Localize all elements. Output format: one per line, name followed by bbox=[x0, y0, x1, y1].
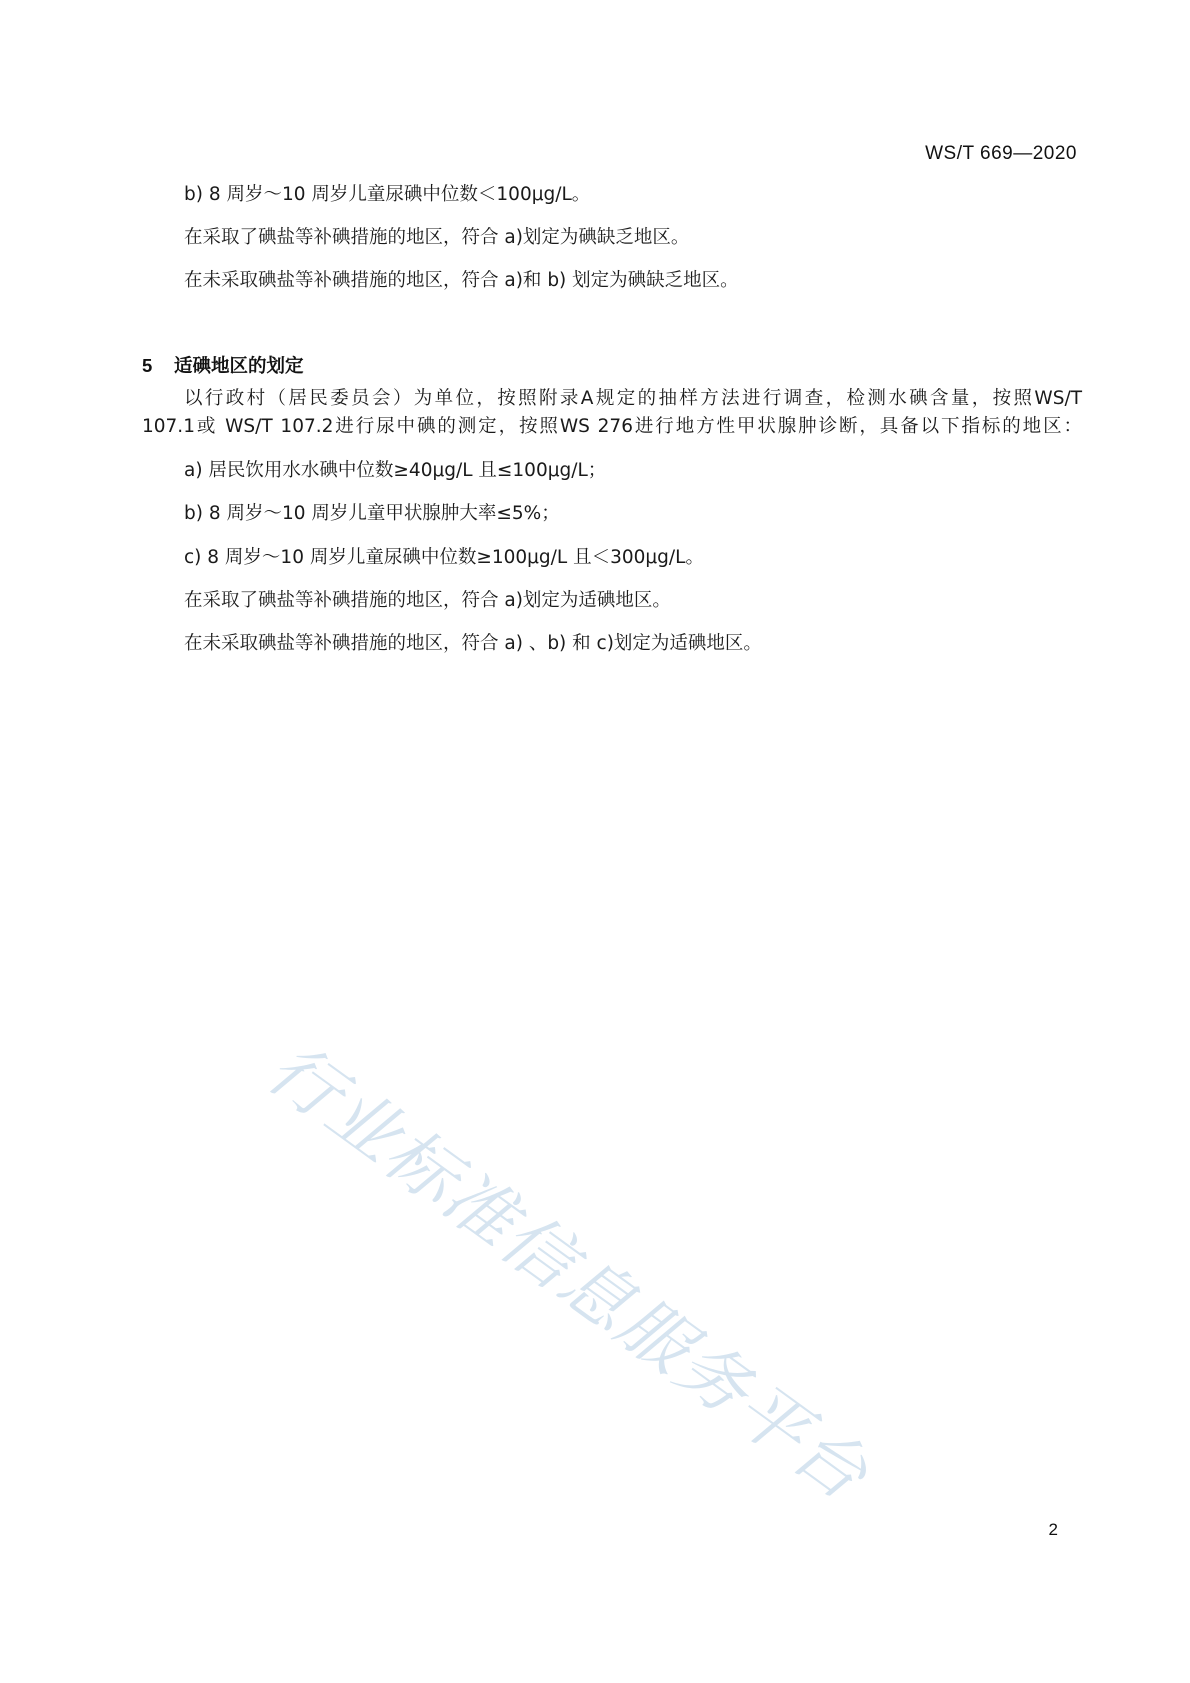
criterion-item-b: b) 8 周岁～10 周岁儿童甲状腺肿大率≤5%； bbox=[184, 503, 560, 524]
page-number: 2 bbox=[1048, 1520, 1058, 1539]
criterion-item-b-iodine-deficiency: b) 8 周岁～10 周岁儿童尿碘中位数＜100μg/L。 bbox=[184, 184, 591, 205]
criterion-item-a: a) 居民饮用水水碘中位数≥40μg/L 且≤100μg/L； bbox=[184, 460, 607, 481]
criterion-item-c: c) 8 周岁～10 周岁儿童尿碘中位数≥100μg/L 且＜300μg/L。 bbox=[184, 547, 704, 568]
rule-with-measures-adequate: 在采取了碘盐等补碘措施的地区，符合 a)划定为适碘地区。 bbox=[184, 590, 671, 611]
section-5-intro-line-1: 以行政村（居民委员会）为单位，按照附录A规定的抽样方法进行调查，检测水碘含量，按照WS/T bbox=[184, 388, 1082, 409]
standard-code-header: WS/T 669—2020 bbox=[925, 143, 1077, 164]
section-5-heading bbox=[142, 352, 304, 378]
section-5-intro-line-2: 107.1或 WS/T 107.2进行尿中碘的测定，按照WS 276进行地方性甲状腺肿诊断，具备以下指标的地区： bbox=[142, 416, 1082, 437]
section-number: 5 bbox=[142, 355, 153, 376]
rule-with-measures-deficiency: 在采取了碘盐等补碘措施的地区，符合 a)划定为碘缺乏地区。 bbox=[184, 227, 690, 248]
rule-without-measures-adequate: 在未采取碘盐等补碘措施的地区，符合 a) 、b) 和 c)划定为适碘地区。 bbox=[184, 633, 762, 654]
section-title: 适碘地区的划定 bbox=[174, 356, 304, 377]
rule-without-measures-deficiency: 在未采取碘盐等补碘措施的地区，符合 a)和 b) 划定为碘缺乏地区。 bbox=[184, 270, 739, 291]
watermark: 行业标准信息服务平台 bbox=[252, 1027, 884, 1517]
